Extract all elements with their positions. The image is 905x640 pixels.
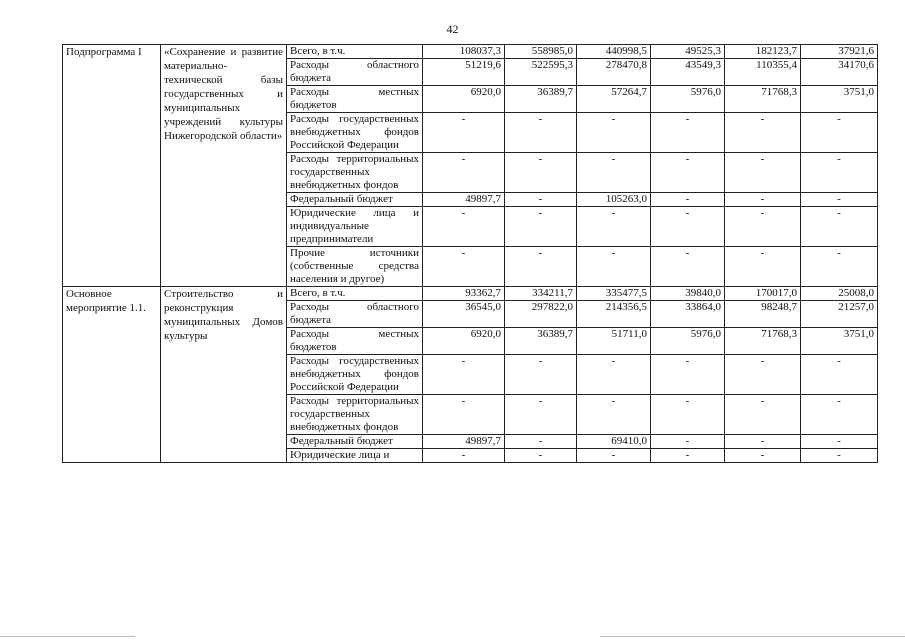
funding-source-cell: Всего, в т.ч. [287, 45, 423, 59]
value-cell: - [423, 449, 505, 463]
value-cell: - [651, 435, 725, 449]
value-cell: - [423, 395, 505, 435]
value-cell: - [577, 247, 651, 287]
value-cell: 93362,7 [423, 287, 505, 301]
value-cell: - [725, 207, 801, 247]
value-cell: 71768,3 [725, 86, 801, 113]
funding-source-cell: Юридические лица и [287, 449, 423, 463]
value-cell: - [423, 153, 505, 193]
value-cell: - [577, 395, 651, 435]
value-cell: - [651, 247, 725, 287]
value-cell: - [505, 153, 577, 193]
value-cell: - [577, 355, 651, 395]
value-cell: 25008,0 [801, 287, 878, 301]
value-cell: 522595,3 [505, 59, 577, 86]
value-cell: 440998,5 [577, 45, 651, 59]
value-cell: - [801, 207, 878, 247]
value-cell: 334211,7 [505, 287, 577, 301]
value-cell: - [801, 193, 878, 207]
page-edge-line [0, 636, 135, 637]
program-cell: Подпрограмма I [63, 45, 161, 287]
value-cell: - [725, 395, 801, 435]
value-cell: - [505, 355, 577, 395]
value-cell: - [801, 247, 878, 287]
value-cell: - [801, 113, 878, 153]
value-cell: - [801, 153, 878, 193]
value-cell: - [651, 113, 725, 153]
value-cell: - [577, 449, 651, 463]
table-row [63, 45, 878, 59]
value-cell: 335477,5 [577, 287, 651, 301]
value-cell: - [423, 247, 505, 287]
funding-source-cell: Юридические лица и индивидуальные предприниматели [287, 207, 423, 247]
funding-source-cell: Федеральный бюджет [287, 435, 423, 449]
value-cell: 49897,7 [423, 435, 505, 449]
value-cell: - [651, 193, 725, 207]
value-cell: 49897,7 [423, 193, 505, 207]
funding-source-cell: Расходы территориальных государственных внебюджетных фондов [287, 395, 423, 435]
value-cell: - [505, 435, 577, 449]
value-cell: 6920,0 [423, 86, 505, 113]
value-cell: 39840,0 [651, 287, 725, 301]
value-cell: 3751,0 [801, 86, 878, 113]
value-cell: - [725, 435, 801, 449]
value-cell: 69410,0 [577, 435, 651, 449]
value-cell: 43549,3 [651, 59, 725, 86]
value-cell: - [423, 355, 505, 395]
funding-source-cell: Расходы областного бюджета [287, 301, 423, 328]
value-cell: 71768,3 [725, 328, 801, 355]
value-cell: 278470,8 [577, 59, 651, 86]
value-cell: - [505, 207, 577, 247]
value-cell: 37921,6 [801, 45, 878, 59]
value-cell: 49525,3 [651, 45, 725, 59]
value-cell: 170017,0 [725, 287, 801, 301]
value-cell: 51711,0 [577, 328, 651, 355]
funding-source-cell: Прочие источники (собственные средства населения и другое) [287, 247, 423, 287]
funding-source-cell: Расходы областного бюджета [287, 59, 423, 86]
value-cell: - [505, 113, 577, 153]
value-cell: 5976,0 [651, 328, 725, 355]
value-cell: - [725, 449, 801, 463]
value-cell: 51219,6 [423, 59, 505, 86]
value-cell: - [505, 449, 577, 463]
value-cell: - [423, 113, 505, 153]
funding-source-cell: Расходы территориальных государственных внебюджетных фондов [287, 153, 423, 193]
value-cell: - [725, 193, 801, 207]
page-edge-line [600, 636, 905, 637]
value-cell: 36389,7 [505, 328, 577, 355]
value-cell: - [651, 449, 725, 463]
funding-source-cell: Федеральный бюджет [287, 193, 423, 207]
value-cell: 21257,0 [801, 301, 878, 328]
budget-table [62, 44, 878, 463]
value-cell: - [725, 153, 801, 193]
value-cell: - [577, 113, 651, 153]
value-cell: 36389,7 [505, 86, 577, 113]
value-cell: 98248,7 [725, 301, 801, 328]
value-cell: 57264,7 [577, 86, 651, 113]
page-number: 42 [446, 22, 459, 36]
value-cell: 558985,0 [505, 45, 577, 59]
value-cell: - [505, 193, 577, 207]
value-cell: - [423, 207, 505, 247]
value-cell: - [505, 247, 577, 287]
value-cell: 36545,0 [423, 301, 505, 328]
value-cell: 34170,6 [801, 59, 878, 86]
funding-source-cell: Расходы местных бюджетов [287, 328, 423, 355]
value-cell: - [725, 355, 801, 395]
value-cell: 3751,0 [801, 328, 878, 355]
value-cell: - [577, 153, 651, 193]
value-cell: - [651, 355, 725, 395]
funding-source-cell: Всего, в т.ч. [287, 287, 423, 301]
funding-source-cell: Расходы местных бюджетов [287, 86, 423, 113]
value-cell: - [725, 247, 801, 287]
value-cell: 108037,3 [423, 45, 505, 59]
funding-source-cell: Расходы государственных внебюджетных фондов Российской Федерации [287, 355, 423, 395]
value-cell: - [801, 395, 878, 435]
value-cell: - [801, 435, 878, 449]
value-cell: - [801, 355, 878, 395]
program-title-cell: «Сохранение и развитие материально-технической базы государственных и муниципальных учреждений культуры Нижегородской области» [161, 45, 287, 287]
value-cell: - [505, 395, 577, 435]
value-cell: 33864,0 [651, 301, 725, 328]
value-cell: - [725, 113, 801, 153]
value-cell: - [651, 207, 725, 247]
value-cell: - [651, 395, 725, 435]
value-cell: - [577, 207, 651, 247]
value-cell: 6920,0 [423, 328, 505, 355]
value-cell: 105263,0 [577, 193, 651, 207]
value-cell: 182123,7 [725, 45, 801, 59]
value-cell: 214356,5 [577, 301, 651, 328]
value-cell: 5976,0 [651, 86, 725, 113]
value-cell: 297822,0 [505, 301, 577, 328]
value-cell: - [651, 153, 725, 193]
table-row [63, 287, 878, 301]
value-cell: 110355,4 [725, 59, 801, 86]
program-title-cell: Строительство и реконструкция муниципальных Домов культуры [161, 287, 287, 463]
funding-source-cell: Расходы государственных внебюджетных фондов Российской Федерации [287, 113, 423, 153]
program-cell: Основное мероприятие 1.1. [63, 287, 161, 463]
value-cell: - [801, 449, 878, 463]
